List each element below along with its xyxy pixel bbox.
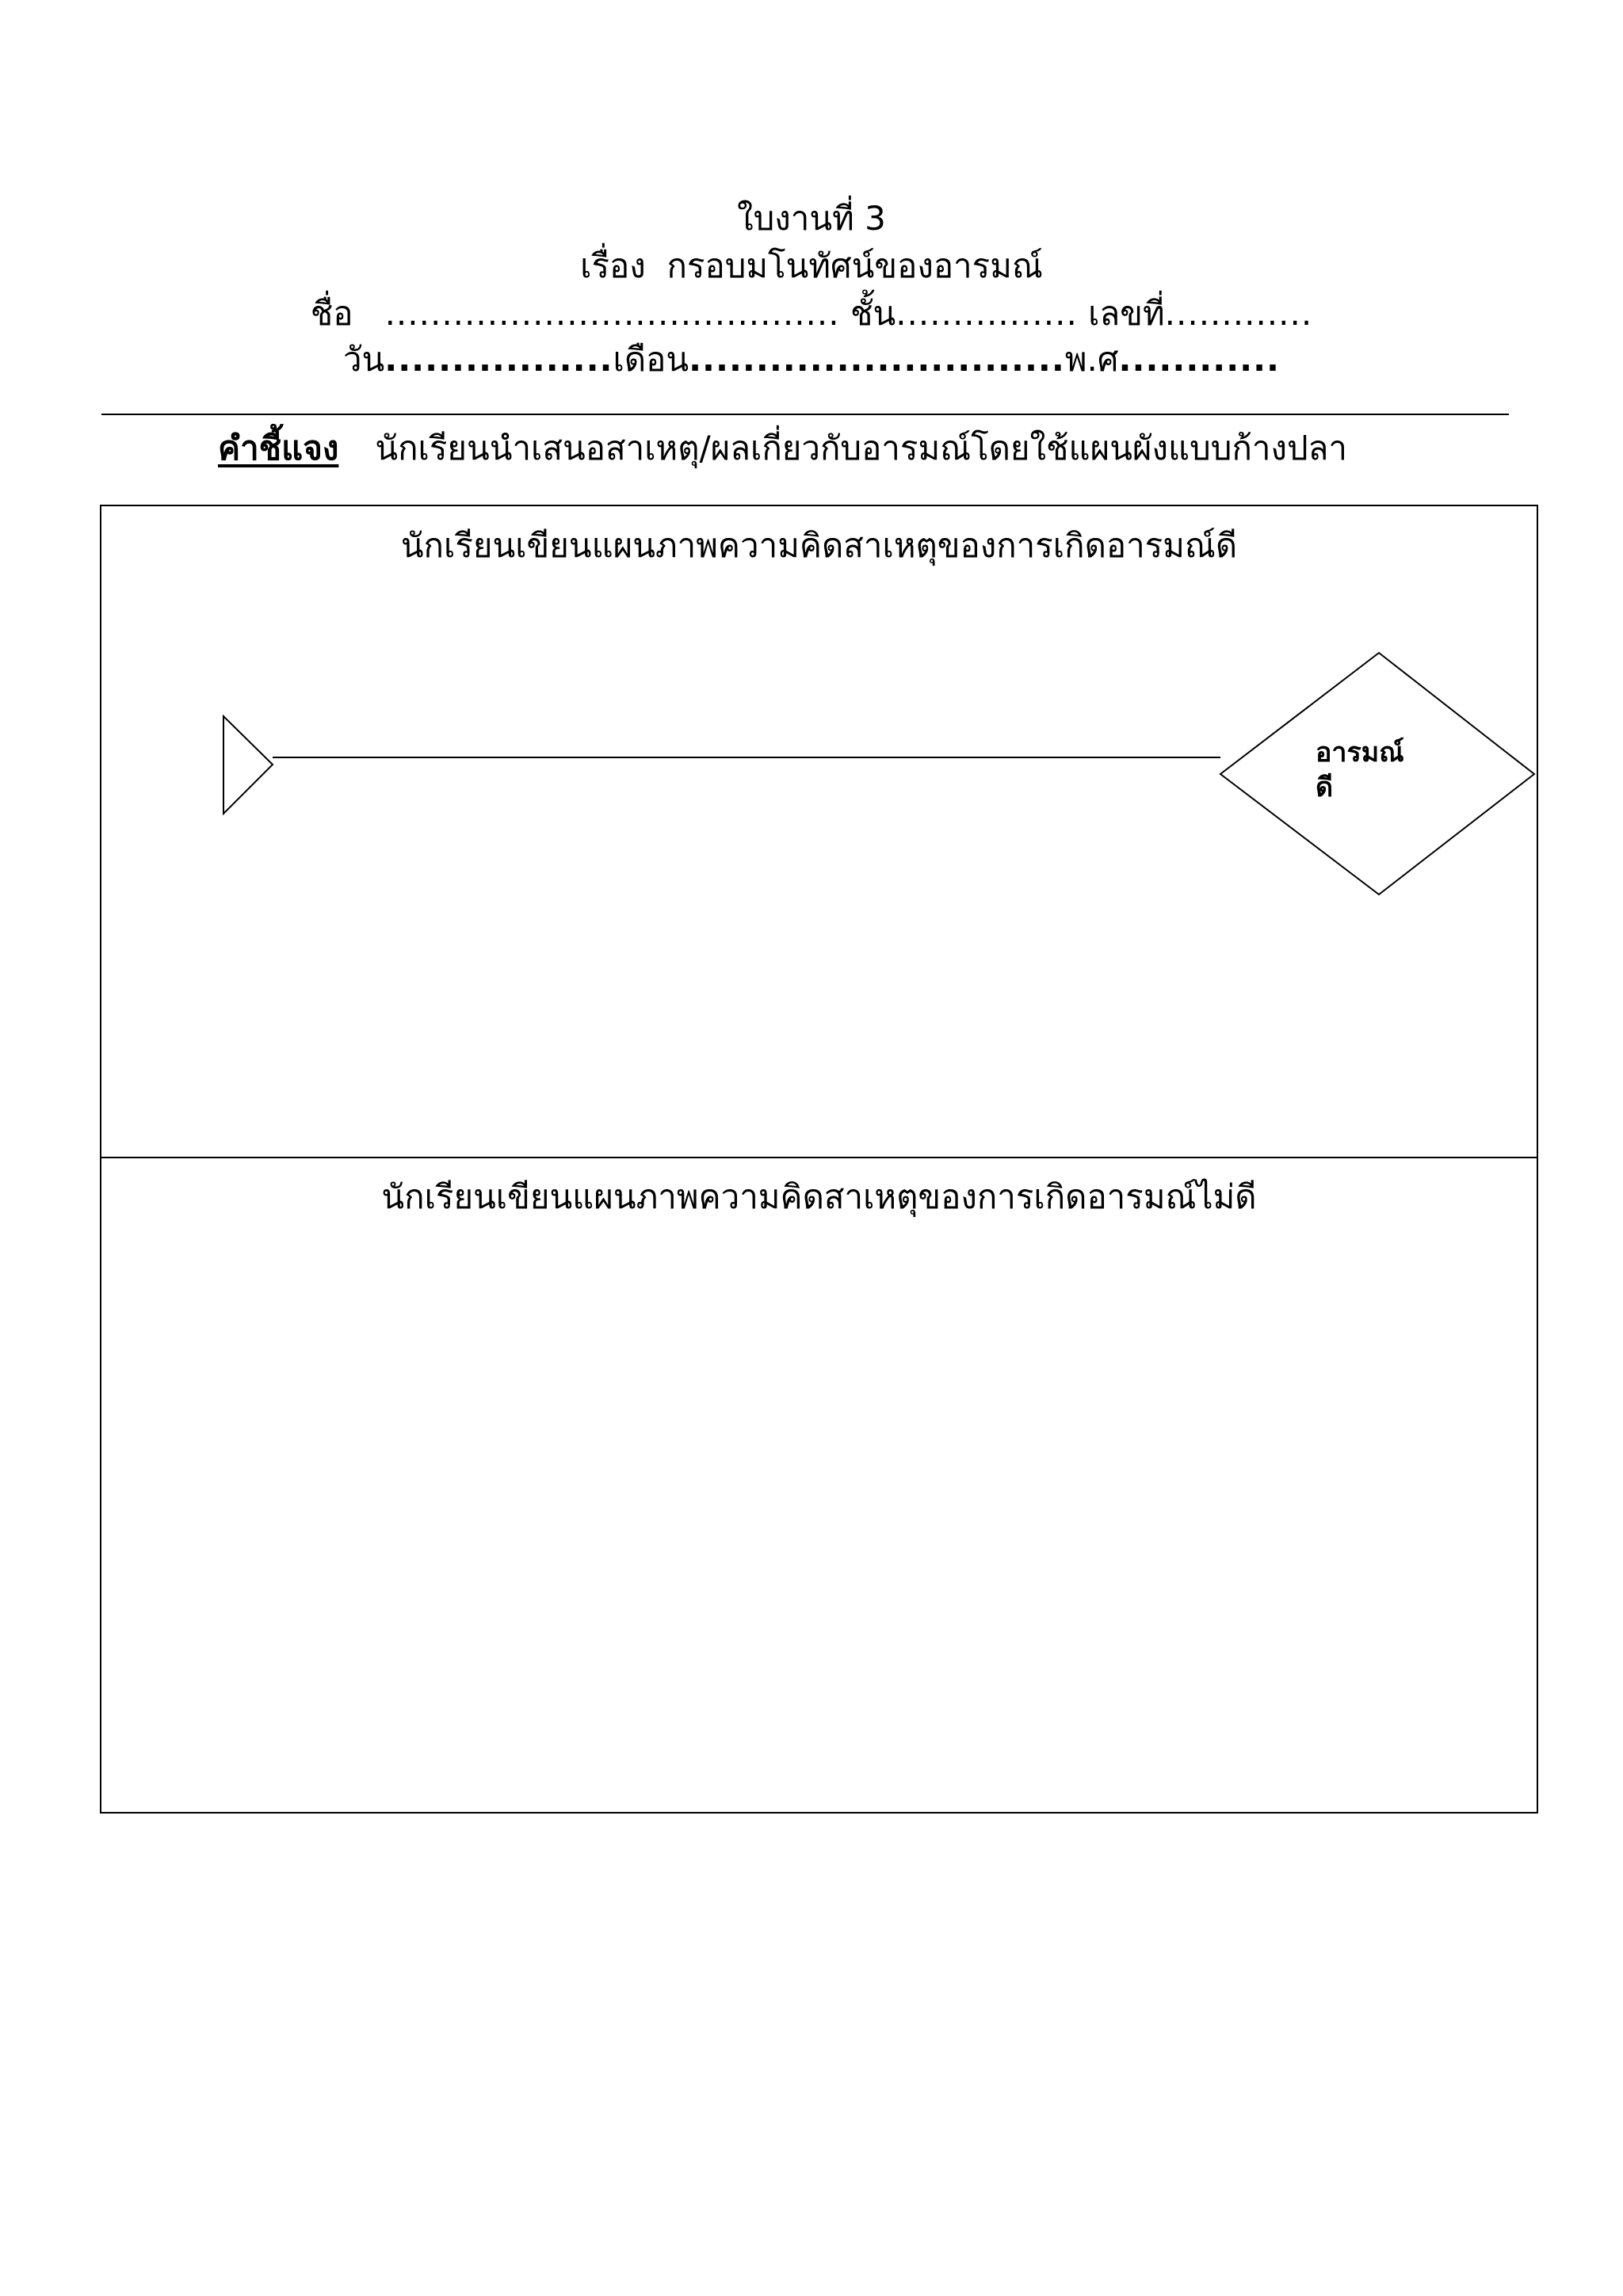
fishbone-diagram [101, 506, 1537, 1156]
worksheet-box [100, 505, 1538, 1814]
fishbone-head-label-line2: ดี [1316, 772, 1334, 803]
date-row [0, 338, 1623, 382]
class-blank[interactable]: ................ [896, 294, 1078, 333]
number-label: เลขที่ [1088, 294, 1165, 333]
year-blank[interactable]: ............ [1118, 340, 1281, 379]
year-label: พ.ศ [1064, 340, 1119, 379]
fishbone-tail [223, 716, 273, 814]
fishbone-head-diamond [1220, 653, 1534, 894]
instruction [218, 426, 1347, 471]
month-label: เดือน [613, 340, 689, 379]
number-blank[interactable]: ............. [1164, 294, 1313, 333]
section-divider [101, 1157, 1537, 1158]
name-label: ชื่อ [310, 294, 353, 333]
day-label: วัน [342, 340, 385, 379]
bad-emotion-heading: นักเรียนเขียนแผนภาพความคิดสาเหตุของการเกิดอารมณ์ไม่ดี [381, 1177, 1257, 1216]
class-label: ชั้น [850, 294, 896, 333]
worksheet-subject [0, 244, 1623, 288]
worksheet-title: ใบงานที่ 3 [737, 199, 886, 238]
subject-label: เรื่อง [580, 246, 646, 285]
subject-text: กรอบมโนทัศน์ของอารมณ์ [666, 246, 1043, 285]
good-emotion-heading: นักเรียนเขียนแผนภาพความคิดสาเหตุของการเกิดอารมณ์ดี [400, 526, 1238, 565]
instruction-text: นักเรียนนำเสนอสาเหตุ/ผลเกี่ยวกับอารมณ์โดยใช้แผนผังแบบก้างปลา [375, 429, 1347, 467]
day-blank[interactable]: ................. [384, 340, 613, 379]
name-blank[interactable]: ........................................ [384, 294, 840, 333]
header-divider [101, 414, 1509, 415]
fishbone-head-label-line1: อารมณ์ [1316, 737, 1404, 769]
student-info-row [0, 292, 1623, 336]
month-blank[interactable]: ............................ [689, 340, 1065, 379]
instruction-label: คำชี้แจง [218, 429, 339, 467]
